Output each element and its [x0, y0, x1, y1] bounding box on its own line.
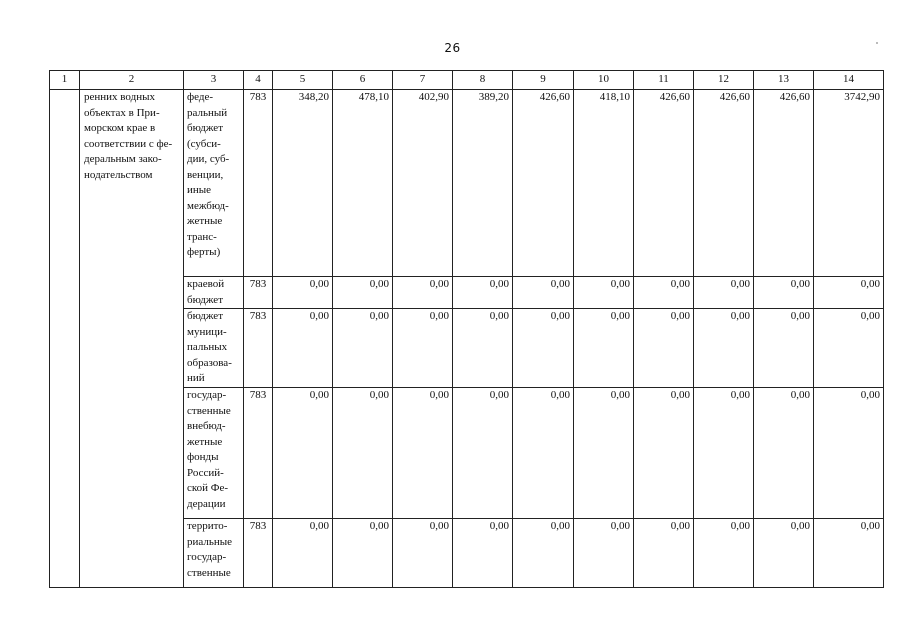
- value-cell: 0,00: [574, 309, 634, 388]
- value-cell: 418,10: [574, 90, 634, 277]
- value-cell: 426,60: [694, 90, 754, 277]
- total-cell: 0,00: [814, 309, 884, 388]
- value-cell: 478,10: [333, 90, 393, 277]
- col-header: 14: [814, 71, 884, 90]
- value-cell: 348,20: [273, 90, 333, 277]
- value-cell: 0,00: [453, 388, 513, 519]
- value-cell: 0,00: [574, 388, 634, 519]
- code-cell: 783: [244, 519, 273, 588]
- value-cell: 0,00: [513, 309, 574, 388]
- value-cell: 0,00: [453, 309, 513, 388]
- code-cell: 783: [244, 309, 273, 388]
- value-cell: 0,00: [513, 519, 574, 588]
- value-cell: 0,00: [333, 309, 393, 388]
- total-cell: 3742,90: [814, 90, 884, 277]
- value-cell: 0,00: [273, 519, 333, 588]
- value-cell: 426,60: [513, 90, 574, 277]
- value-cell: 0,00: [513, 388, 574, 519]
- value-cell: 0,00: [754, 277, 814, 309]
- col-header: 7: [393, 71, 453, 90]
- value-cell: 0,00: [694, 309, 754, 388]
- description-cell: ренних водных объектах в При- морском крае в соответствии с фе- деральным зако- нодательством: [80, 90, 184, 588]
- col-header: 11: [634, 71, 694, 90]
- col-header: 1: [50, 71, 80, 90]
- col-header: 8: [453, 71, 513, 90]
- value-cell: 0,00: [393, 388, 453, 519]
- value-cell: 0,00: [393, 309, 453, 388]
- total-cell: 0,00: [814, 277, 884, 309]
- funding-source-cell: феде- ральный бюджет (субси- дии, суб- венции, иные межбюд- жетные транс- ферты): [184, 90, 244, 277]
- value-cell: 0,00: [273, 309, 333, 388]
- code-cell: 783: [244, 388, 273, 519]
- value-cell: 0,00: [754, 519, 814, 588]
- value-cell: 0,00: [694, 519, 754, 588]
- total-cell: 0,00: [814, 519, 884, 588]
- col-header: 5: [273, 71, 333, 90]
- col-header: 13: [754, 71, 814, 90]
- value-cell: 402,90: [393, 90, 453, 277]
- col-header: 2: [80, 71, 184, 90]
- col-header: 12: [694, 71, 754, 90]
- value-cell: 0,00: [574, 277, 634, 309]
- value-cell: 0,00: [273, 388, 333, 519]
- col-header: 3: [184, 71, 244, 90]
- value-cell: 0,00: [574, 519, 634, 588]
- value-cell: 0,00: [453, 519, 513, 588]
- value-cell: 0,00: [694, 388, 754, 519]
- value-cell: 0,00: [333, 519, 393, 588]
- value-cell: 0,00: [754, 309, 814, 388]
- value-cell: 0,00: [513, 277, 574, 309]
- value-cell: 0,00: [333, 388, 393, 519]
- value-cell: 426,60: [634, 90, 694, 277]
- value-cell: 0,00: [634, 309, 694, 388]
- value-cell: 0,00: [634, 277, 694, 309]
- funding-source-cell: бюджет муници- пальных образова- ний: [184, 309, 244, 388]
- code-cell: 783: [244, 277, 273, 309]
- value-cell: 0,00: [694, 277, 754, 309]
- scan-speck: [876, 42, 878, 44]
- total-cell: 0,00: [814, 388, 884, 519]
- table-row: [50, 90, 884, 277]
- value-cell: 0,00: [754, 388, 814, 519]
- header-row: [50, 71, 884, 90]
- page-number: 26: [444, 41, 461, 55]
- value-cell: 0,00: [453, 277, 513, 309]
- value-cell: 0,00: [333, 277, 393, 309]
- value-cell: 0,00: [634, 519, 694, 588]
- funding-source-cell: государ- ственные внебюд- жетные фонды Россий- ской Фе- дерации: [184, 388, 244, 519]
- value-cell: 0,00: [393, 277, 453, 309]
- value-cell: 389,20: [453, 90, 513, 277]
- budget-table: [49, 70, 884, 588]
- col-header: 9: [513, 71, 574, 90]
- value-cell: 0,00: [634, 388, 694, 519]
- index-cell: [50, 90, 80, 588]
- value-cell: 426,60: [754, 90, 814, 277]
- code-cell: 783: [244, 90, 273, 277]
- funding-source-cell: краевой бюджет: [184, 277, 244, 309]
- col-header: 4: [244, 71, 273, 90]
- funding-source-cell: террито- риальные государ- ственные: [184, 519, 244, 588]
- col-header: 10: [574, 71, 634, 90]
- col-header: 6: [333, 71, 393, 90]
- value-cell: 0,00: [273, 277, 333, 309]
- value-cell: 0,00: [393, 519, 453, 588]
